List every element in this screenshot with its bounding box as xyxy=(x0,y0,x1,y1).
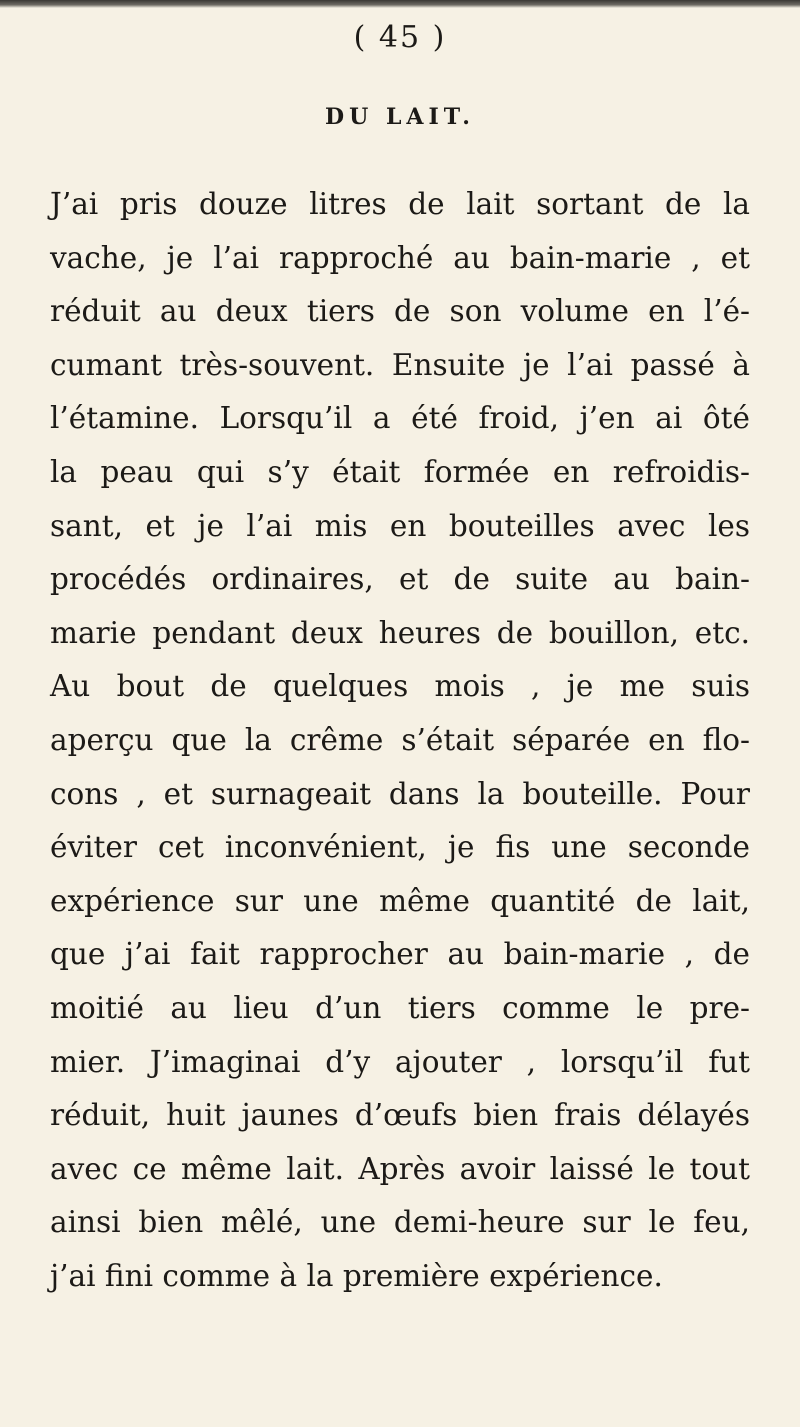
text-line: mier. J’imaginai d’y ajouter , lorsqu’il fut xyxy=(50,1044,750,1079)
text-line: moitié au lieu d’un tiers comme le pre- xyxy=(50,990,750,1025)
text-line: ainsi bien mêlé, une demi-heure sur le feu, xyxy=(50,1205,750,1240)
running-head: DU LAIT. xyxy=(325,104,475,130)
text-line: éviter cet inconvénient, je fis une seconde xyxy=(50,830,750,865)
page-top-edge xyxy=(0,0,800,8)
text-line: avec ce même lait. Après avoir laissé le tout xyxy=(50,1151,750,1186)
body-paragraph xyxy=(50,178,750,1303)
page-number: ( 45 ) xyxy=(353,20,447,55)
text-line: marie pendant deux heures de bouillon, etc. xyxy=(50,615,750,650)
text-line: vache, je l’ai rapproché au bain-marie , et xyxy=(50,240,750,275)
text-line: Au bout de quelques mois , je me suis xyxy=(50,669,750,704)
text-line: cons , et surnageait dans la bouteille. Pour xyxy=(50,776,750,811)
text-line: procédés ordinaires, et de suite au bain- xyxy=(50,562,750,597)
text-line: que j’ai fait rapprocher au bain-marie , de xyxy=(50,937,750,972)
text-line: J’ai pris douze litres de lait sortant de la xyxy=(50,187,750,221)
text-line: réduit, huit jaunes d’œufs bien frais délayés xyxy=(50,1098,750,1133)
text-line: la peau qui s’y était formée en refroidis- xyxy=(50,454,750,489)
text-line: aperçu que la crême s’était séparée en flo- xyxy=(50,722,750,757)
text-line: l’étamine. Lorsqu’il a été froid, j’en ai ôté xyxy=(50,401,750,436)
text-line: sant, et je l’ai mis en bouteilles avec les xyxy=(50,508,750,543)
text-line: réduit au deux tiers de son volume en l’é- xyxy=(50,294,750,329)
text-line: expérience sur une même quantité de lait, xyxy=(50,883,750,918)
text-line: cumant très-souvent. Ensuite je l’ai passé à xyxy=(50,347,750,382)
text-line-last: j’ai fini comme à la première expérience. xyxy=(50,1258,663,1293)
